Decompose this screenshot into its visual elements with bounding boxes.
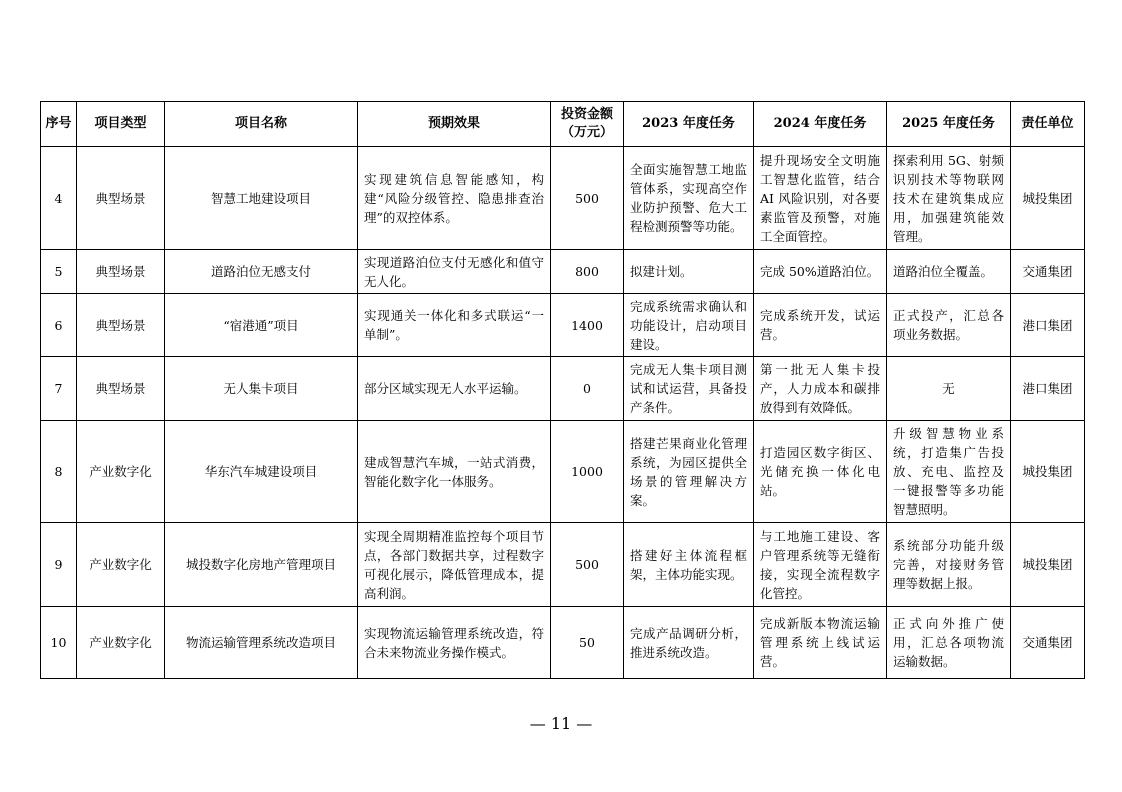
header-responsible-unit: 责任单位 — [1011, 102, 1085, 147]
cell-task-2025: 正式向外推广使用，汇总各项物流运输数据。 — [887, 607, 1011, 679]
table-row — [41, 294, 1085, 357]
cell-project-name: 城投数字化房地产管理项目 — [165, 523, 358, 607]
cell-expected-effect: 实现全周期精准监控每个项目节点，各部门数据共享，过程数字可视化展示，降低管理成本，提高利润。 — [358, 523, 551, 607]
cell-task-2025: 无 — [887, 357, 1011, 421]
cell-task-2023: 完成系统需求确认和功能设计，启动项目建设。 — [624, 294, 754, 357]
cell-expected-effect: 实现建筑信息智能感知，构建“风险分级管控、隐患排查治理”的双控体系。 — [358, 147, 551, 250]
project-table — [40, 101, 1085, 679]
cell-project-name: 智慧工地建设项目 — [165, 147, 358, 250]
cell-index: 7 — [41, 357, 77, 421]
cell-responsible-unit: 城投集团 — [1011, 421, 1085, 523]
cell-task-2023: 全面实施智慧工地监管体系，实现高空作业防护预警、危大工程检测预警等功能。 — [624, 147, 754, 250]
cell-task-2023: 拟建计划。 — [624, 250, 754, 294]
cell-task-2025: 升级智慧物业系统，打造集广告投放、充电、监控及一键报警等多功能智慧照明。 — [887, 421, 1011, 523]
cell-index: 4 — [41, 147, 77, 250]
cell-index: 10 — [41, 607, 77, 679]
table-row — [41, 523, 1085, 607]
table-row — [41, 357, 1085, 421]
cell-task-2025: 探索利用 5G、射频识别技术等物联网技术在建筑集成应用，加强建筑能效管理。 — [887, 147, 1011, 250]
cell-project-type: 产业数字化 — [77, 421, 165, 523]
cell-task-2024: 完成新版本物流运输管理系统上线试运营。 — [754, 607, 887, 679]
cell-investment: 800 — [551, 250, 624, 294]
cell-project-type: 典型场景 — [77, 357, 165, 421]
cell-expected-effect: 实现道路泊位支付无感化和值守无人化。 — [358, 250, 551, 294]
header-project-type: 项目类型 — [77, 102, 165, 147]
table-header-row — [41, 102, 1085, 147]
table-row — [41, 607, 1085, 679]
cell-task-2023: 搭建好主体流程框架，主体功能实现。 — [624, 523, 754, 607]
cell-investment: 50 — [551, 607, 624, 679]
table-row — [41, 147, 1085, 250]
cell-expected-effect: 实现物流运输管理系统改造，符合未来物流业务操作模式。 — [358, 607, 551, 679]
cell-task-2025: 正式投产，汇总各项业务数据。 — [887, 294, 1011, 357]
table-row — [41, 421, 1085, 523]
cell-task-2024: 完成系统开发，试运营。 — [754, 294, 887, 357]
table-row — [41, 250, 1085, 294]
cell-task-2025: 系统部分功能升级完善，对接财务管理等数据上报。 — [887, 523, 1011, 607]
header-expected-effect: 预期效果 — [358, 102, 551, 147]
page-number: — 11 — — [529, 714, 593, 733]
cell-investment: 500 — [551, 523, 624, 607]
header-project-name: 项目名称 — [165, 102, 358, 147]
cell-expected-effect: 建成智慧汽车城，一站式消费，智能化数字化一体服务。 — [358, 421, 551, 523]
cell-task-2024: 完成 50%道路泊位。 — [754, 250, 887, 294]
cell-project-name: 物流运输管理系统改造项目 — [165, 607, 358, 679]
cell-expected-effect: 实现通关一体化和多式联运“一单制”。 — [358, 294, 551, 357]
cell-investment: 500 — [551, 147, 624, 250]
cell-expected-effect: 部分区域实现无人水平运输。 — [358, 357, 551, 421]
header-task-2025: 2025 年度任务 — [887, 102, 1011, 147]
cell-task-2024: 提升现场安全文明施工智慧化监管，结合 AI 风险识别，对各要素监管及预警，对施工全面管控。 — [754, 147, 887, 250]
cell-task-2024: 打造园区数字街区、光储充换一体化电站。 — [754, 421, 887, 523]
cell-investment: 0 — [551, 357, 624, 421]
cell-project-name: 道路泊位无感支付 — [165, 250, 358, 294]
cell-investment: 1000 — [551, 421, 624, 523]
cell-task-2023: 完成无人集卡项目测试和试运营，具备投产条件。 — [624, 357, 754, 421]
cell-task-2024: 第一批无人集卡投产，人力成本和碳排放得到有效降低。 — [754, 357, 887, 421]
cell-index: 8 — [41, 421, 77, 523]
cell-project-type: 典型场景 — [77, 294, 165, 357]
header-investment: 投资金额（万元） — [551, 102, 624, 147]
cell-task-2025: 道路泊位全覆盖。 — [887, 250, 1011, 294]
cell-task-2024: 与工地施工建设、客户管理系统等无缝衔接，实现全流程数字化管控。 — [754, 523, 887, 607]
header-task-2023: 2023 年度任务 — [624, 102, 754, 147]
cell-investment: 1400 — [551, 294, 624, 357]
cell-responsible-unit: 交通集团 — [1011, 607, 1085, 679]
cell-task-2023: 完成产品调研分析，推进系统改造。 — [624, 607, 754, 679]
cell-project-name: “宿港通”项目 — [165, 294, 358, 357]
cell-responsible-unit: 交通集团 — [1011, 250, 1085, 294]
cell-index: 6 — [41, 294, 77, 357]
header-index: 序号 — [41, 102, 77, 147]
cell-project-type: 典型场景 — [77, 147, 165, 250]
cell-task-2023: 搭建芒果商业化管理系统，为园区提供全场景的管理解决方案。 — [624, 421, 754, 523]
cell-responsible-unit: 城投集团 — [1011, 523, 1085, 607]
cell-project-name: 无人集卡项目 — [165, 357, 358, 421]
cell-responsible-unit: 港口集团 — [1011, 357, 1085, 421]
cell-project-type: 典型场景 — [77, 250, 165, 294]
cell-index: 5 — [41, 250, 77, 294]
cell-project-type: 产业数字化 — [77, 607, 165, 679]
cell-project-type: 产业数字化 — [77, 523, 165, 607]
cell-project-name: 华东汽车城建设项目 — [165, 421, 358, 523]
cell-responsible-unit: 城投集团 — [1011, 147, 1085, 250]
cell-responsible-unit: 港口集团 — [1011, 294, 1085, 357]
cell-index: 9 — [41, 523, 77, 607]
header-task-2024: 2024 年度任务 — [754, 102, 887, 147]
